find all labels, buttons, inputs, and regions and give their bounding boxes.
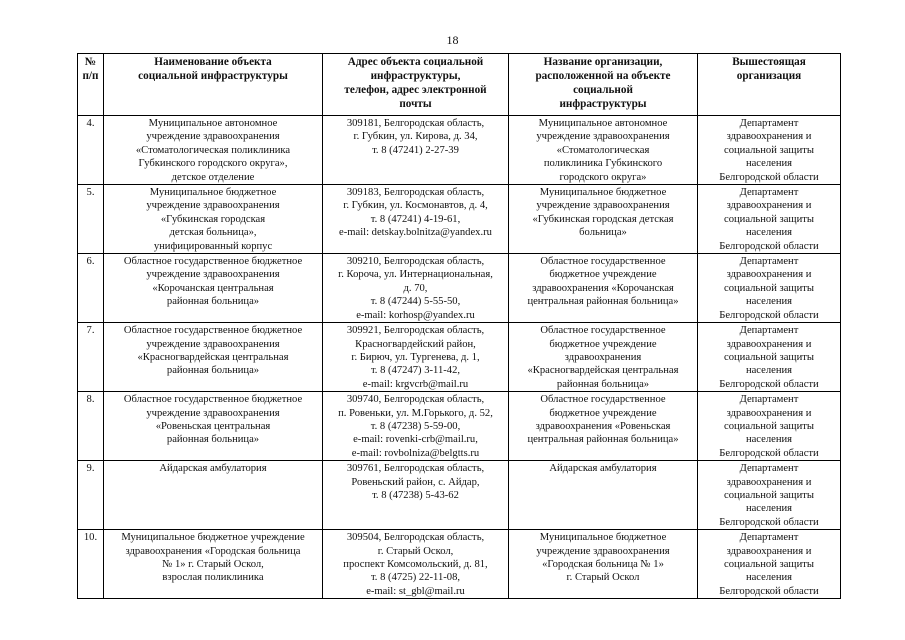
cell-parent-organization: Департамент здравоохранения и социальной защиты населения Белгородской области: [698, 392, 841, 461]
cell-organization: Муниципальное бюджетное учреждение здравоохранения «Городская больница № 1» г. Старый Оскол: [509, 530, 698, 599]
cell-num: 5.: [78, 185, 104, 254]
cell-num: 9.: [78, 461, 104, 530]
social-infrastructure-table: [77, 53, 841, 599]
cell-num: 4.: [78, 116, 104, 185]
cell-organization: Муниципальное автономное учреждение здравоохранения «Стоматологическая поликлиника Губкинского городского округа»: [509, 116, 698, 185]
cell-organization: Областное государственное бюджетное учреждение здравоохранения «Ровеньская центральная районная больница»: [509, 392, 698, 461]
cell-object-name: Муниципальное бюджетное учреждение здравоохранения «Губкинская городская детская больница», унифицированный корпус: [104, 185, 323, 254]
cell-parent-organization: Департамент здравоохранения и социальной защиты населения Белгородской области: [698, 185, 841, 254]
cell-object-name: Областное государственное бюджетное учреждение здравоохранения «Корочанская центральная районная больница»: [104, 254, 323, 323]
cell-object-name: Областное государственное бюджетное учреждение здравоохранения «Красногвардейская центральная районная больница»: [104, 323, 323, 392]
table-row: [78, 461, 841, 530]
cell-address: 309740, Белгородская область, п. Ровеньки, ул. М.Горького, д. 52, т. 8 (47238) 5-59-00, e-mail: rovenki-crb@mail.ru, e-mail: rovbolniza@belgtts.ru: [323, 392, 509, 461]
cell-parent-organization: Департамент здравоохранения и социальной защиты населения Белгородской области: [698, 323, 841, 392]
cell-parent-organization: Департамент здравоохранения и социальной защиты населения Белгородской области: [698, 116, 841, 185]
header-organization: Название организации, расположенной на объекте социальной инфраструктуры: [509, 54, 698, 116]
cell-num: 10.: [78, 530, 104, 599]
page-number: 18: [446, 33, 459, 47]
cell-object-name: Айдарская амбулатория: [104, 461, 323, 530]
table-row: [78, 185, 841, 254]
table-row: [78, 530, 841, 599]
cell-object-name: Областное государственное бюджетное учреждение здравоохранения «Ровеньская центральная районная больница»: [104, 392, 323, 461]
cell-parent-organization: Департамент здравоохранения и социальной защиты населения Белгородской области: [698, 530, 841, 599]
cell-address: 309181, Белгородская область, г. Губкин, ул. Кирова, д. 34, т. 8 (47241) 2-27-39: [323, 116, 509, 185]
cell-parent-organization: Департамент здравоохранения и социальной защиты населения Белгородской области: [698, 254, 841, 323]
cell-organization: Айдарская амбулатория: [509, 461, 698, 530]
table-row: [78, 392, 841, 461]
cell-num: 7.: [78, 323, 104, 392]
cell-organization: Областное государственное бюджетное учреждение здравоохранения «Корочанская центральная районная больница»: [509, 254, 698, 323]
header-address: Адрес объекта социальной инфраструктуры, телефон, адрес электронной почты: [323, 54, 509, 116]
table-header-row: [78, 54, 841, 116]
cell-address: 309921, Белгородская область, Красногвардейский район, г. Бирюч, ул. Тургенева, д. 1, т. 8 (47247) 3-11-42, e-mail: krgvcrb@mail.ru: [323, 323, 509, 392]
cell-address: 309183, Белгородская область, г. Губкин, ул. Космонавтов, д. 4, т. 8 (47241) 4-19-61, e-mail: detskay.bolnitza@yandex.ru: [323, 185, 509, 254]
cell-object-name: Муниципальное бюджетное учреждение здравоохранения «Городская больница № 1» г. Старый Оскол, взрослая поликлиника: [104, 530, 323, 599]
cell-parent-organization: Департамент здравоохранения и социальной защиты населения Белгородской области: [698, 461, 841, 530]
table-row: [78, 116, 841, 185]
cell-num: 8.: [78, 392, 104, 461]
cell-address: 309504, Белгородская область, г. Старый Оскол, проспект Комсомольский, д. 81, т. 8 (4725) 22-11-08, e-mail: st_gbl@mail.ru: [323, 530, 509, 599]
cell-object-name: Муниципальное автономное учреждение здравоохранения «Стоматологическая поликлиника Губкинского городского округа», детское отделение: [104, 116, 323, 185]
table-row: [78, 254, 841, 323]
table-row: [78, 323, 841, 392]
cell-organization: Областное государственное бюджетное учреждение здравоохранения «Красногвардейская центральная районная больница»: [509, 323, 698, 392]
cell-address: 309761, Белгородская область, Ровеньский район, с. Айдар, т. 8 (47238) 5-43-62: [323, 461, 509, 530]
cell-address: 309210, Белгородская область, г. Короча, ул. Интернациональная, д. 70, т. 8 (47244) 5-55-50, e-mail: korhosp@yandex.ru: [323, 254, 509, 323]
header-num: № п/п: [78, 54, 104, 116]
header-object-name: Наименование объекта социальной инфраструктуры: [104, 54, 323, 116]
header-parent-organization: Вышестоящая организация: [698, 54, 841, 116]
cell-num: 6.: [78, 254, 104, 323]
cell-organization: Муниципальное бюджетное учреждение здравоохранения «Губкинская городская детская больница»: [509, 185, 698, 254]
